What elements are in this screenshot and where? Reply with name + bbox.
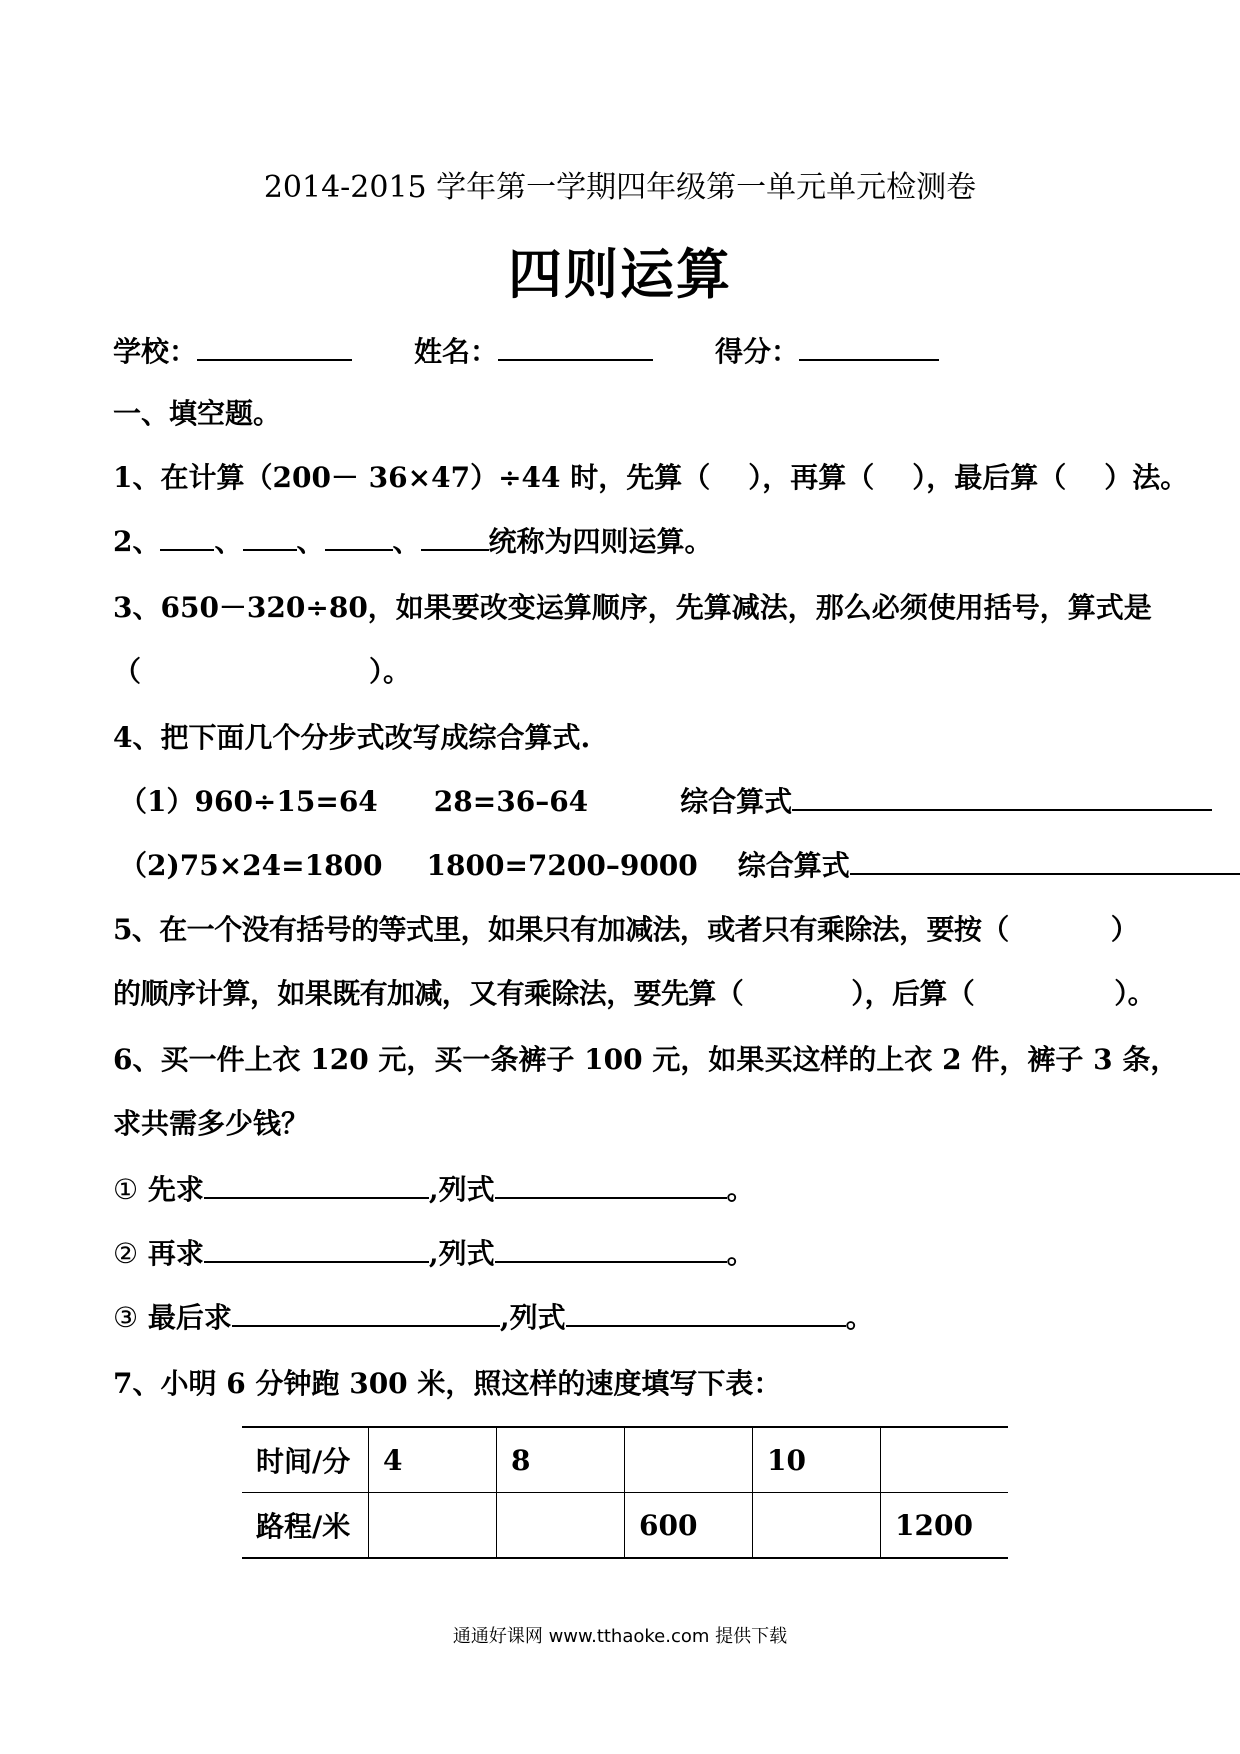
q4-r1-blank[interactable] [792, 783, 1212, 811]
q2-blank-1[interactable] [160, 523, 214, 551]
school-blank[interactable] [197, 333, 352, 361]
step-2-end: 。 [726, 1237, 755, 1270]
table-cell: 1200 [881, 1493, 1009, 1559]
question-6-step-2 [113, 1232, 755, 1272]
question-4-item-2 [119, 844, 1240, 884]
section-heading: 一、填空题。 [113, 397, 282, 430]
question-6-line-1: 6、买一件上衣 120 元，买一条裤子 100 元，如果买这样的上衣 2 件，裤子 3 条， [113, 1043, 1179, 1076]
table-cell-blank[interactable] [369, 1493, 497, 1559]
table-cell-blank[interactable] [753, 1493, 881, 1559]
question-1 [113, 456, 1188, 496]
step-2-label: 再求 [147, 1237, 204, 1270]
time-row [242, 1427, 1008, 1493]
question-3-answer [113, 650, 411, 690]
step-2-marker: ② [113, 1237, 139, 1270]
q2-sep-3: 、 [392, 525, 421, 558]
q4-r2-blank[interactable] [850, 847, 1240, 875]
table-cell-blank[interactable] [625, 1427, 753, 1493]
exam-subtitle: 2014-2015 学年第一学期四年级第一单元单元检测卷 [263, 170, 977, 205]
step-3-end: 。 [845, 1301, 874, 1334]
q4-r2-label: 综合算式 [737, 849, 850, 882]
step-1-marker: ① [113, 1173, 139, 1206]
table-cell: 8 [497, 1427, 625, 1493]
step-2-blank-b[interactable] [495, 1235, 727, 1263]
table-cell-blank[interactable] [497, 1493, 625, 1559]
score-label: 得分： [715, 335, 800, 368]
q2-blank-2[interactable] [243, 523, 297, 551]
time-header: 时间/分 [242, 1427, 369, 1493]
q2-blank-4[interactable] [421, 523, 489, 551]
q5-text-e: ）。 [1114, 977, 1156, 1010]
exam-title: 四则运算 [508, 242, 732, 306]
question-4-item-1 [119, 780, 1212, 820]
score-blank[interactable] [799, 333, 939, 361]
step-2-blank-a[interactable] [204, 1235, 429, 1263]
question-6-step-1 [113, 1168, 755, 1208]
speed-table [242, 1426, 1008, 1559]
q4-r2-step2: 1800=7200–9000 [426, 849, 698, 882]
question-6-step-3 [113, 1296, 874, 1336]
q2-number: 2、 [113, 525, 161, 558]
step-1-blank-a[interactable] [204, 1171, 429, 1199]
table-cell: 600 [625, 1493, 753, 1559]
q4-r1-step2: 28=36–64 [433, 785, 589, 818]
q1-text-b: ），再算（ [748, 461, 875, 494]
q5-text-b: ） [1110, 913, 1139, 946]
name-blank[interactable] [498, 333, 653, 361]
footer-credit: 通通好课网 www.tthaoke.com 提供下载 [452, 1626, 788, 1647]
school-label: 学校： [113, 335, 198, 368]
question-4: 4、把下面几个分步式改写成综合算式. [113, 721, 591, 754]
step-1-label: 先求 [147, 1173, 204, 1206]
question-2 [113, 520, 713, 560]
step-1-end: 。 [726, 1173, 755, 1206]
table-cell: 4 [369, 1427, 497, 1493]
q3-open: （ [113, 655, 142, 688]
q3-close: ）。 [369, 655, 412, 688]
table-cell: 10 [753, 1427, 881, 1493]
question-3: 3、650－320÷80，如果要改变运算顺序，先算减法，那么必须使用括号，算式是 [113, 591, 1152, 624]
q5-text-c: 的顺序计算，如果既有加减，又有乘除法，要先算（ [113, 977, 744, 1010]
step-1-formula-label: ,列式 [428, 1173, 495, 1206]
q2-sep-1: 、 [214, 525, 243, 558]
q5-text-a: 5、在一个没有括号的等式里，如果只有加减法，或者只有乘除法，要按（ [113, 913, 1009, 946]
step-1-blank-b[interactable] [495, 1171, 727, 1199]
step-3-label: 最后求 [147, 1301, 232, 1334]
q1-text-d: ）法。 [1104, 461, 1189, 494]
step-3-blank-b[interactable] [566, 1299, 846, 1327]
question-5-line-2 [113, 972, 1155, 1012]
q4-r1-label: 综合算式 [680, 785, 793, 818]
q2-text-end: 统称为四则运算。 [488, 525, 713, 558]
distance-row [242, 1493, 1008, 1559]
name-label: 姓名： [414, 335, 499, 368]
distance-header: 路程/米 [242, 1493, 369, 1559]
q2-sep-2: 、 [296, 525, 325, 558]
table-cell-blank[interactable] [881, 1427, 1009, 1493]
question-5-line-1 [113, 908, 1138, 948]
q5-text-d: ），后算（ [851, 977, 975, 1010]
q4-r2-step1: （2)75×24=1800 [119, 849, 383, 882]
q2-blank-3[interactable] [325, 523, 393, 551]
question-7: 7、小明 6 分钟跑 300 米，照这样的速度填写下表： [113, 1367, 782, 1400]
q1-text-a: 1、在计算（200－ 36×47）÷44 时，先算（ [113, 461, 711, 494]
q4-r1-step1: （1）960÷15=64 [119, 785, 378, 818]
step-2-formula-label: ,列式 [428, 1237, 495, 1270]
student-info-row [113, 330, 939, 370]
q1-text-c: ），最后算（ [912, 461, 1067, 494]
step-3-blank-a[interactable] [232, 1299, 500, 1327]
question-6-line-2: 求共需多少钱？ [113, 1107, 310, 1140]
step-3-formula-label: ,列式 [499, 1301, 566, 1334]
step-3-marker: ③ [113, 1301, 139, 1334]
